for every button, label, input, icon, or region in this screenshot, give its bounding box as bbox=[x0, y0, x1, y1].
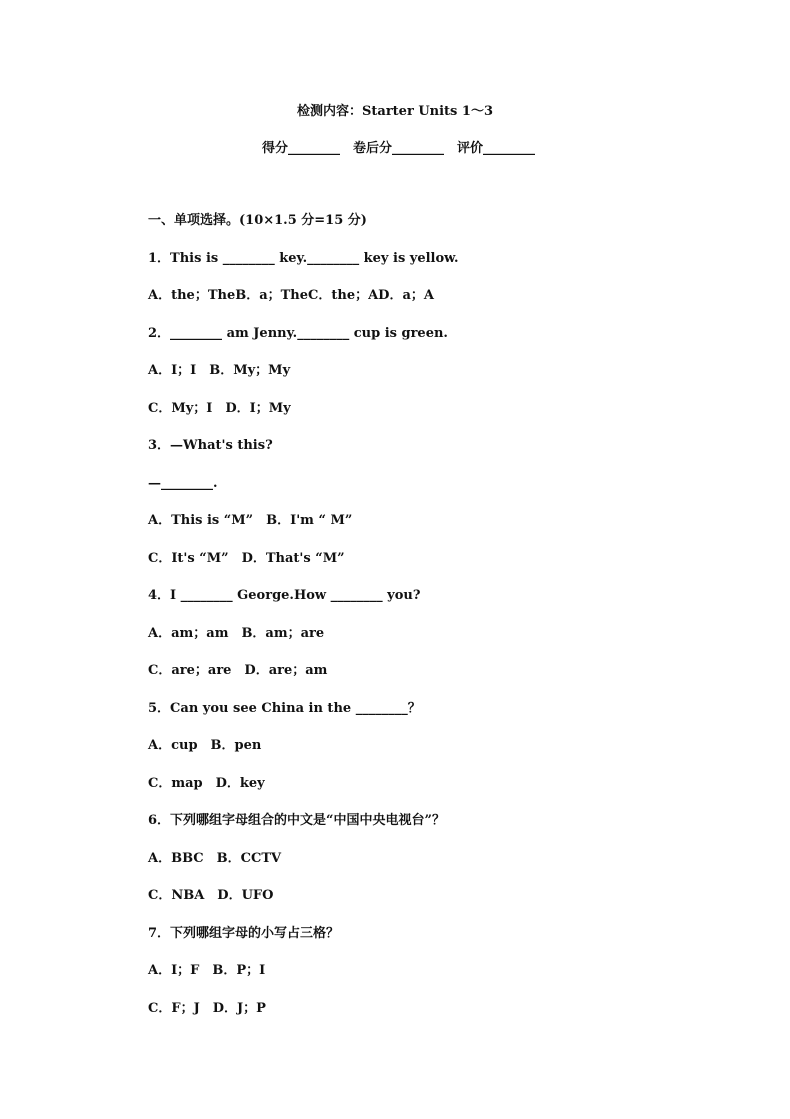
question-2: 2．________ am Jenny.________ cup is green. bbox=[148, 326, 448, 341]
question-4-options-ab: A．am；am B．am；are bbox=[148, 626, 325, 641]
question-3-answer-line: —________. bbox=[148, 476, 218, 491]
question-2-options-cd: C．My；I D．I；My bbox=[148, 401, 291, 416]
score-line: 得分________ 卷后分________ 评价________ bbox=[262, 141, 536, 156]
question-3-options-cd: C．It's “M” D．That's “M” bbox=[148, 551, 345, 566]
question-6-options-ab: A．BBC B．CCTV bbox=[148, 851, 282, 866]
question-7: 7．下列哪组字母的小写占三格？ bbox=[148, 926, 340, 941]
question-7-options-ab: A．I；F B．P；I bbox=[148, 963, 266, 978]
question-5-options-ab: A．cup B．pen bbox=[148, 738, 262, 753]
question-2-options-ab: A．I；I B．My；My bbox=[148, 363, 291, 378]
question-7-options-cd: C．F；J D．J；P bbox=[148, 1001, 266, 1016]
question-4-options-cd: C．are；are D．are；am bbox=[148, 663, 328, 678]
question-4: 4．I ________ George.How ________ you? bbox=[148, 588, 421, 603]
question-1-options: A．the；TheB．a；TheC．the；AD．a；A bbox=[148, 288, 434, 303]
question-5-options-cd: C．map D．key bbox=[148, 776, 265, 791]
page-title: 检测内容：Starter Units 1～3 bbox=[297, 104, 493, 119]
question-6: 6．下列哪组字母组合的中文是“中国中央电视台”？ bbox=[148, 813, 446, 828]
section-heading: 一、单项选择。(10×1.5 分=15 分) bbox=[148, 213, 367, 228]
question-6-options-cd: C．NBA D．UFO bbox=[148, 888, 274, 903]
question-3-options-ab: A．This is “M” B．I'm “ M” bbox=[148, 513, 353, 528]
question-3: 3．—What's this? bbox=[148, 438, 273, 453]
question-5: 5．Can you see China in the ________？ bbox=[148, 701, 421, 716]
question-1: 1．This is ________ key.________ key is yellow. bbox=[148, 251, 459, 266]
